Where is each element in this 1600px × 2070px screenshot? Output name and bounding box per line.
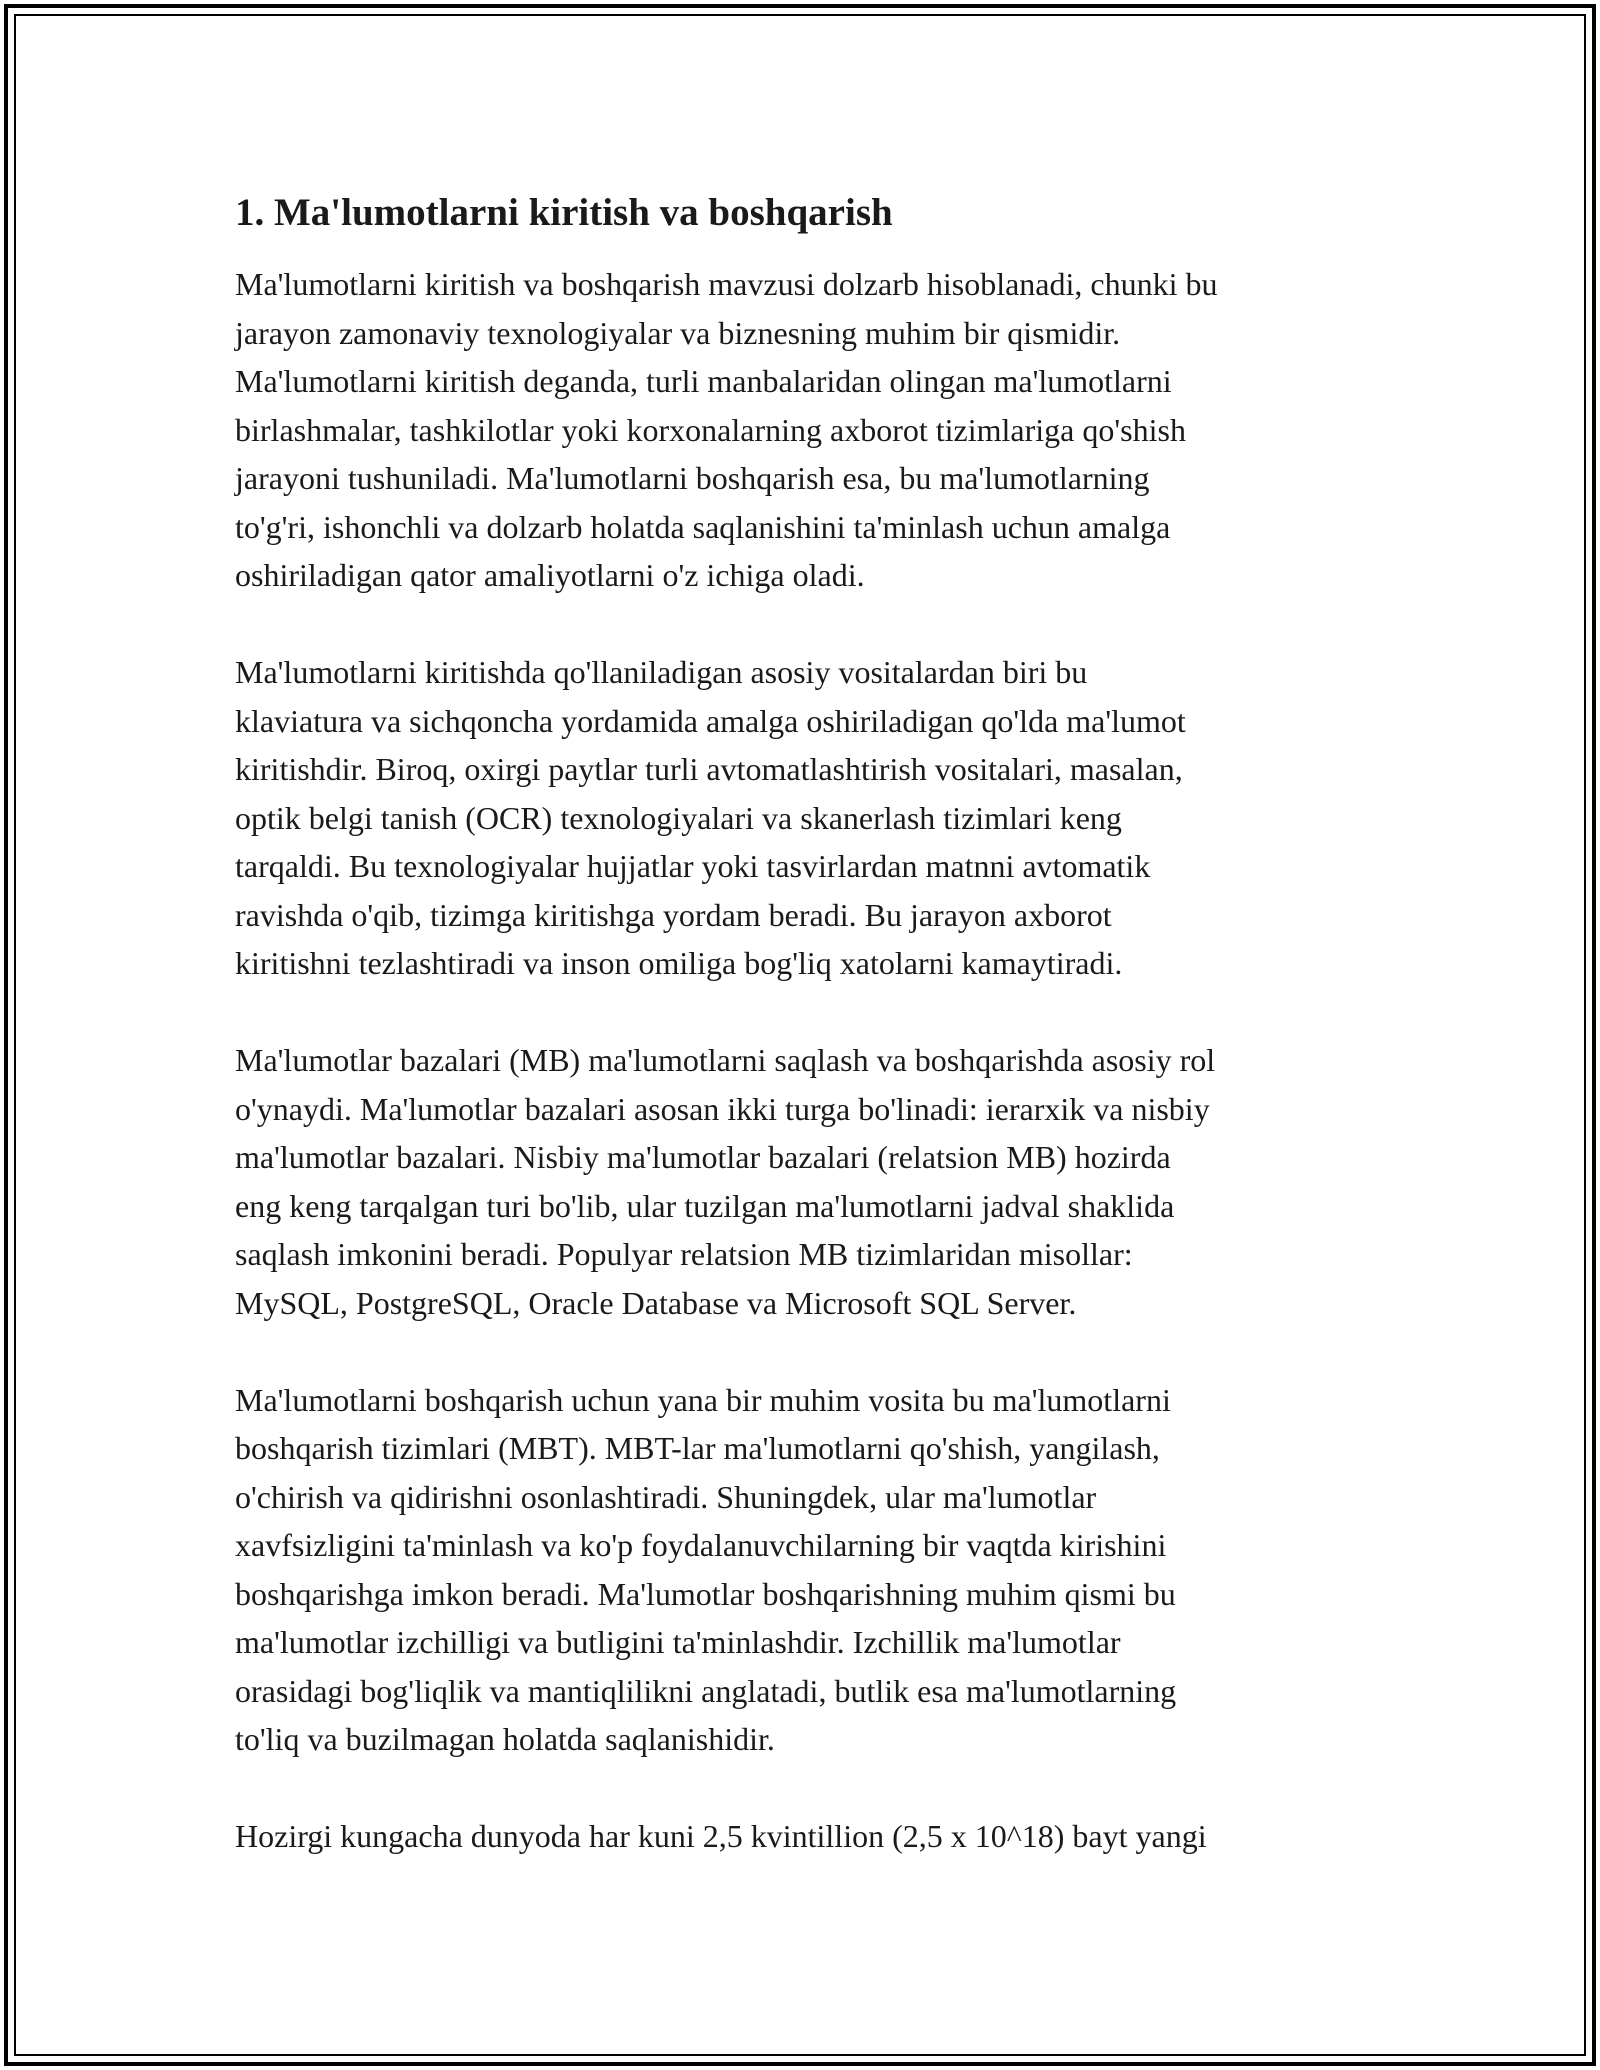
- text-line: Ma'lumotlarni kiritishda qo'llaniladigan asosiy vositalardan biri bu: [235, 654, 1088, 690]
- text-line: boshqarishga imkon beradi. Ma'lumotlar boshqarishning muhim qismi bu: [235, 1575, 1176, 1612]
- text-line: Hozirgi kungacha dunyoda har kuni 2,5 kvintillion (2,5 x 10^18) bayt yangi: [235, 1818, 1207, 1854]
- text-line: orasidagi bog'liqlik va mantiqlilikni anglatadi, butlik esa ma'lumotlarning: [235, 1672, 1177, 1709]
- text-line: klaviatura va sichqoncha yordamida amalga oshiriladigan qo'lda ma'lumot: [235, 702, 1186, 739]
- text-line: oshiriladigan qator amaliyotlarni o'z ichiga oladi.: [235, 557, 865, 593]
- text-line: to'liq va buzilmagan holatda saqlanishidir.: [235, 1721, 775, 1757]
- text-line: MySQL, PostgreSQL, Oracle Database va Microsoft SQL Server.: [235, 1284, 1077, 1321]
- text-line: to'g'ri, ishonchli va dolzarb holatda saqlanishini ta'minlash uchun amalga: [235, 508, 1171, 545]
- text-line: tarqaldi. Bu texnologiyalar hujjatlar yoki tasvirlardan matnni avtomatik: [235, 848, 1151, 884]
- text-line: o'ynaydi. Ma'lumotlar bazalari asosan ikki turga bo'linadi: ierarxik va nisbiy: [235, 1090, 1210, 1127]
- text-line: kiritishdir. Biroq, oxirgi paytlar turli avtomatlashtirish vositalari, masalan,: [235, 751, 1183, 787]
- paragraph-4: [235, 1376, 1375, 1764]
- text-line: Ma'lumotlarni kiritish va boshqarish mavzusi dolzarb hisoblanadi, chunki bu: [235, 266, 1218, 302]
- text-line: optik belgi tanish (OCR) texnologiyalari va skanerlash tizimlari keng: [235, 799, 1122, 836]
- text-line: birlashmalar, tashkilotlar yoki korxonalarning axborot tizimlariga qo'shish: [235, 411, 1186, 448]
- text-line: ma'lumotlar izchilligi va butligini ta'minlashdir. Izchillik ma'lumotlar: [235, 1624, 1121, 1660]
- text-line: boshqarish tizimlari (MBT). MBT-lar ma'lumotlarni qo'shish, yangilash,: [235, 1430, 1160, 1466]
- paragraph-1: [235, 260, 1375, 600]
- paragraph-3: [235, 1036, 1375, 1327]
- text-line: saqlash imkonini beradi. Populyar relatsion MB tizimlaridan misollar:: [235, 1236, 1133, 1272]
- text-line: ravishda o'qib, tizimga kiritishga yordam beradi. Bu jarayon axborot: [235, 896, 1112, 933]
- text-line: xavfsizligini ta'minlash va ko'p foydalanuvchilarning bir vaqtda kirishini: [235, 1527, 1167, 1563]
- text-line: Ma'lumotlarni boshqarish uchun yana bir muhim vosita bu ma'lumotlarni: [235, 1381, 1171, 1418]
- text-line: o'chirish va qidirishni osonlashtiradi. Shuningdek, ular ma'lumotlar: [235, 1478, 1097, 1515]
- text-line: Ma'lumotlar bazalari (MB) ma'lumotlarni saqlash va boshqarishda asosiy rol: [235, 1042, 1216, 1078]
- text-line: jarayon zamonaviy texnologiyalar va biznesning muhim bir qismidir.: [235, 314, 1121, 351]
- text-line: eng keng tarqalgan turi bo'lib, ular tuzilgan ma'lumotlarni jadval shaklida: [235, 1187, 1175, 1224]
- paragraph-5: [235, 1812, 1375, 1861]
- text-line: ma'lumotlar bazalari. Nisbiy ma'lumotlar bazalari (relatsion MB) hozirda: [235, 1139, 1171, 1175]
- text-line: kiritishni tezlashtiradi va inson omiliga bog'liq xatolarni kamaytiradi.: [235, 945, 1123, 981]
- text-line: jarayoni tushuniladi. Ma'lumotlarni boshqarish esa, bu ma'lumotlarning: [235, 460, 1150, 496]
- paragraph-2: [235, 648, 1375, 988]
- text-line: Ma'lumotlarni kiritish deganda, turli manbalaridan olingan ma'lumotlarni: [235, 363, 1172, 399]
- section-heading: 1. Ma'lumotlarni kiritish va boshqarish: [235, 191, 893, 234]
- document-body: [235, 186, 1375, 1909]
